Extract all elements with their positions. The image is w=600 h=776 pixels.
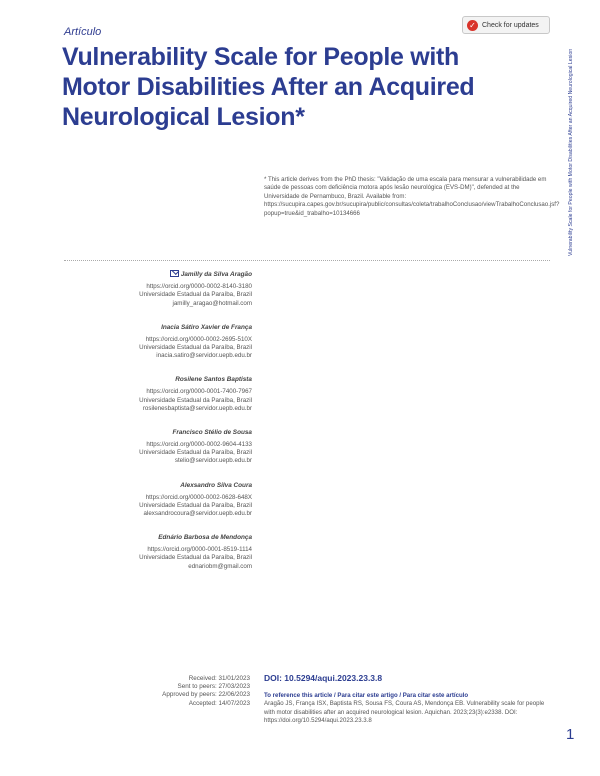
section-label: Artículo bbox=[64, 26, 102, 38]
author-email-link[interactable]: alexsandrocoura@servidor.uepb.edu.br bbox=[143, 510, 252, 518]
author-affiliation: Universidade Estadual da Paraíba, Brazil bbox=[139, 396, 252, 404]
check-updates-label: Check for updates bbox=[482, 21, 539, 29]
check-for-updates-button[interactable] bbox=[462, 16, 550, 34]
approved-date: Approved by peers: 22/06/2023 bbox=[162, 691, 250, 699]
received-date: Received: 31/01/2023 bbox=[188, 675, 250, 682]
author-block bbox=[64, 482, 252, 519]
author-name: Ednário Barbosa de Mendonça bbox=[158, 534, 252, 542]
citation-block bbox=[264, 692, 550, 726]
page-number: 1 bbox=[566, 726, 575, 743]
author-name: Alexsandro Silva Coura bbox=[180, 481, 252, 489]
author-orcid-link[interactable]: https://orcid.org/0000-0002-0628-648X bbox=[145, 493, 252, 501]
author-block bbox=[64, 429, 252, 466]
author-email-link[interactable]: ednariobm@gmail.com bbox=[188, 562, 252, 570]
author-name: Inacia Sátiro Xavier de França bbox=[161, 323, 252, 331]
citation-text: Aragão JS, França ISX, Baptista RS, Sousa FS, Coura AS, Mendonça EB. Vulnerability scale for people with motor disabilities after an acquired neurological lesion. Aquichan. 2023;23(3):e2338. DOI: https://doi.org/10.5294/aqui.2023.23.3.8 bbox=[264, 700, 545, 725]
doi-link[interactable]: DOI: 10.5294/aqui.2023.23.3.8 bbox=[264, 673, 383, 683]
author-orcid-link[interactable]: https://orcid.org/0000-0002-2695-510X bbox=[145, 335, 252, 343]
author-email-link[interactable]: stelio@servidor.uepb.edu.br bbox=[174, 457, 252, 465]
author-block bbox=[64, 376, 252, 413]
article-title: Vulnerability Scale for People with Motor Disabilities After an Acquired Neurological Lesion* bbox=[62, 43, 475, 131]
article-dates bbox=[140, 675, 250, 708]
author-orcid-link[interactable]: https://orcid.org/0000-0001-7400-7967 bbox=[146, 388, 252, 396]
check-updates-icon: ✓ bbox=[467, 20, 478, 31]
author-email-link[interactable]: inacia.satiro@servidor.uepb.edu.br bbox=[156, 352, 252, 360]
author-block bbox=[64, 534, 252, 571]
section-divider bbox=[64, 260, 550, 261]
citation-heading: To reference this article / Para citar este artigo / Para citar este artículo bbox=[264, 692, 469, 699]
author-orcid-link[interactable]: https://orcid.org/0000-0002-9604-4133 bbox=[146, 441, 252, 449]
author-affiliation: Universidade Estadual da Paraíba, Brazil bbox=[139, 554, 252, 562]
sent-to-peers-date: Sent to peers: 27/03/2023 bbox=[177, 683, 250, 691]
running-title-vertical: Vulnerability Scale for People with Motor Disabilities After an Acquired Neurological Lesion bbox=[568, 48, 574, 256]
author-orcid-link[interactable]: https://orcid.org/0000-0002-8140-3180 bbox=[146, 283, 252, 291]
author-list bbox=[64, 271, 252, 587]
author-name: Rosilene Santos Baptista bbox=[175, 376, 252, 384]
author-name: Francisco Stélio de Sousa bbox=[172, 429, 252, 437]
author-affiliation: Universidade Estadual da Paraíba, Brazil bbox=[139, 291, 252, 299]
author-email-link[interactable]: jamilly_aragao@hotmail.com bbox=[172, 299, 252, 307]
accepted-date: Accepted: 14/07/2023 bbox=[188, 699, 250, 707]
author-block bbox=[64, 324, 252, 361]
author-affiliation: Universidade Estadual da Paraíba, Brazil bbox=[139, 449, 252, 457]
author-affiliation: Universidade Estadual da Paraíba, Brazil bbox=[139, 501, 252, 509]
author-block bbox=[64, 271, 252, 308]
author-email-link[interactable]: rosilenesbaptista@servidor.uepb.edu.br bbox=[142, 404, 252, 412]
mail-icon bbox=[170, 270, 179, 277]
author-affiliation: Universidade Estadual da Paraíba, Brazil bbox=[139, 344, 252, 351]
author-name: Jamilly da Silva Aragão bbox=[180, 271, 252, 279]
author-orcid-link[interactable]: https://orcid.org/0000-0001-8519-1114 bbox=[147, 546, 252, 554]
title-footnote: * This article derives from the PhD thesis: "Validação de uma escala para mensurar a vulnerabilidade em saúde de pessoas com deficiência motora após lesão neurológica (EVS-DM)", defended at the Universidade de Pernambuco, Brazil. Available from: https://sucupira.capes.gov.br/sucupira/public/consultas/coleta/trabalhoConclusao/viewTrabalhoConclusao.jsf?popup=true&id_trabalho=10134666 bbox=[264, 176, 560, 217]
